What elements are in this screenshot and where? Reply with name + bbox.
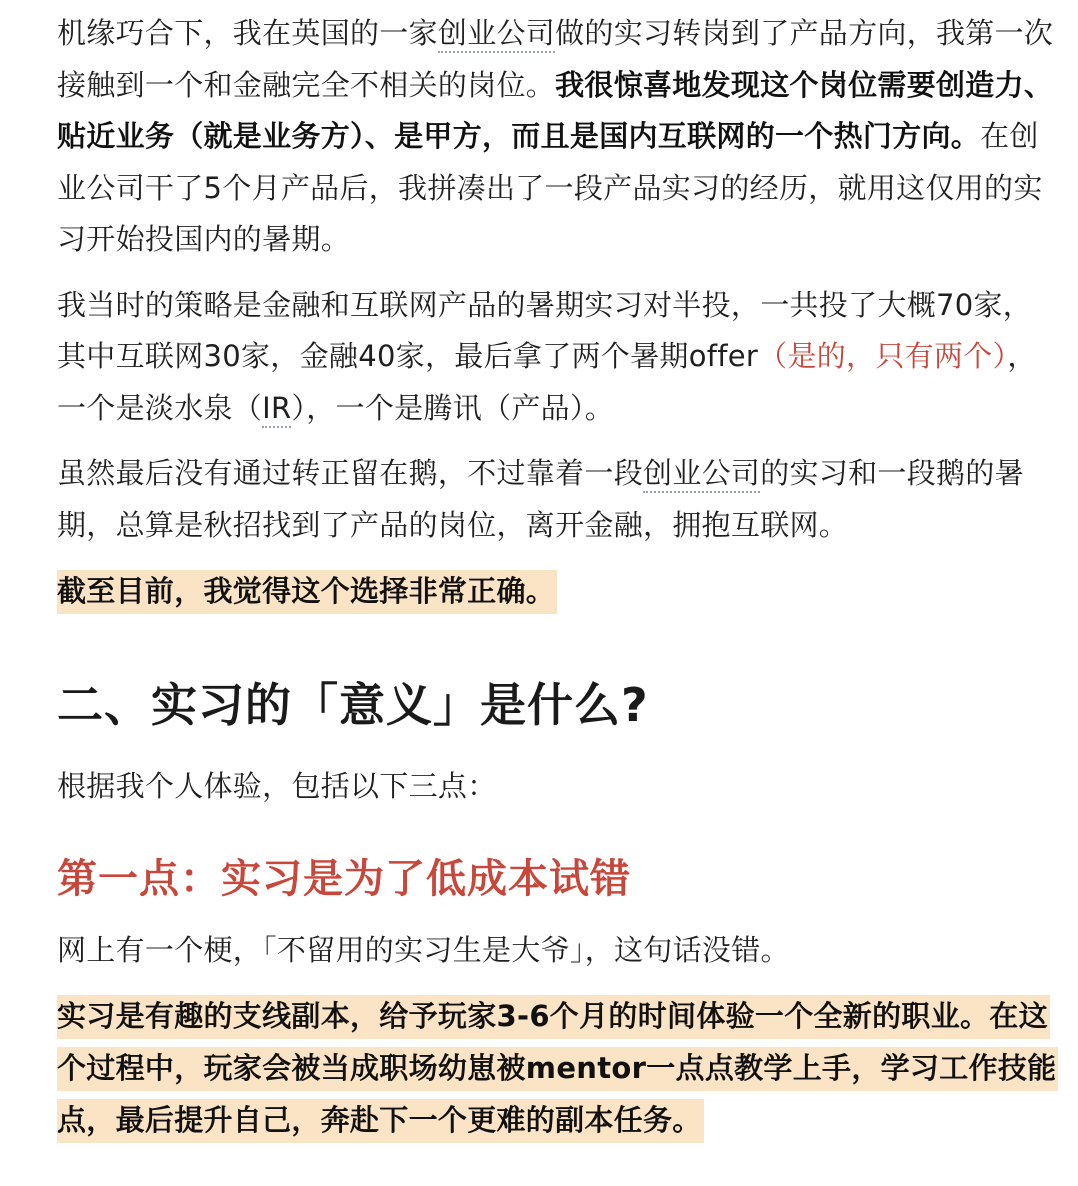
para2-text-1: 我当时的策略是金融和互联网产品的暑期实习对半投，一共投了大概70家，其中互联网30家，金融40家，最后拿了两个暑期offer xyxy=(57,287,1033,373)
para3-text-2: 的实习和一段鹅的暑期，总算是秋招找到了产品的岗位，离开金融，拥抱互联网。 xyxy=(57,456,1024,542)
para1-bold-text: 我很惊喜地发现这个岗位需要创造力、贴近业务（就是业务方）、是甲方，而且是国内互联网的一个热门方向。 xyxy=(57,67,1054,153)
para2-red-note: （是的，只有两个） xyxy=(758,339,1008,373)
highlight-side-quest-text: 实习是有趣的支线副本，给予玩家3-6个月的时间体验一个全新的职业。在这个过程中，玩家会被当成职场幼崽被mentor一点点教学上手，学习工作技能点，最后提升自己，奔赴下一个更难的副本任务。 xyxy=(57,995,1058,1143)
paragraph-intro: 根据我个人体验，包括以下三点： xyxy=(57,769,497,803)
para2-text-2: ，一个是淡水泉（ xyxy=(57,339,1037,425)
startup-company-link[interactable]: 创业公司 xyxy=(438,16,555,53)
para3-text-1: 虽然最后没有通过转正留在鹅，不过靠着一段 xyxy=(57,456,644,490)
section-heading-meaning: 二、实习的「意义」是什么? xyxy=(57,678,649,732)
highlight-conclusion-text: 截至目前，我觉得这个选择非常正确。 xyxy=(57,570,557,614)
para1-text-2: 做的实习转岗到了产品方向，我第一次接触到一个和金融完全不相关的岗位。 xyxy=(57,16,1054,102)
paragraph-career-switch xyxy=(57,8,1057,266)
article-body xyxy=(57,8,1057,1146)
highlight-conclusion xyxy=(57,565,1057,617)
paragraph-meme: 网上有一个梗，「不留用的实习生是大爷」，这句话没错。 xyxy=(57,932,790,967)
para1-text-3: 在创业公司干了5个月产品后，我拼凑出了一段产品实习的经历，就用这仅用的实习开始投国内的暑期。 xyxy=(57,119,1043,256)
paragraph-outcome xyxy=(57,448,1057,551)
para2-text-3: ），一个是腾讯（产品）。 xyxy=(291,390,615,425)
startup-company-link-2[interactable]: 创业公司 xyxy=(643,456,760,493)
ir-link[interactable]: IR xyxy=(262,391,291,428)
highlight-side-quest xyxy=(57,990,1057,1146)
subheading-point-one: 第一点：实习是为了低成本试错 xyxy=(57,855,631,902)
paragraph-strategy xyxy=(57,280,1057,435)
para1-text-1: 机缘巧合下，我在英国的一家 xyxy=(57,16,438,50)
